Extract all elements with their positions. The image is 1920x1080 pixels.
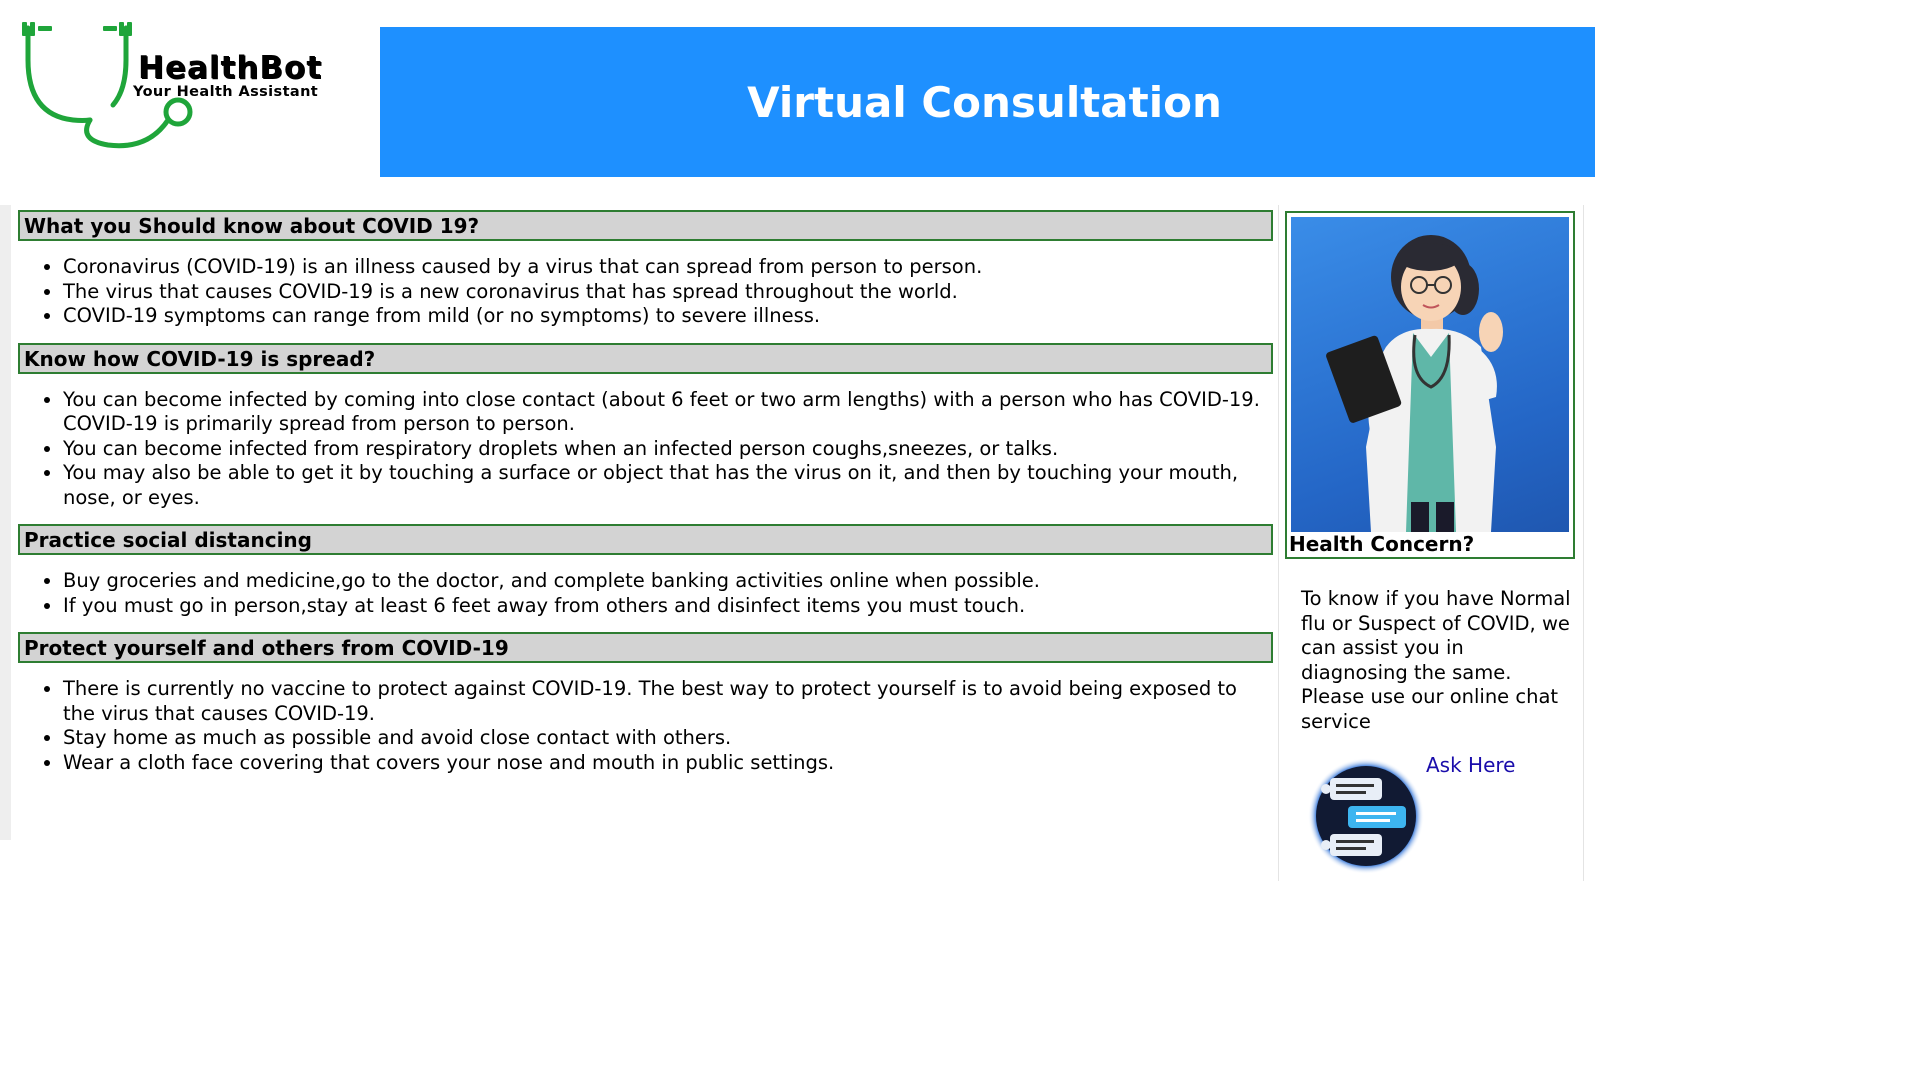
list-item: • You can become infected from respiratory droplets when an infected person coughs,sneezes, or talks. xyxy=(63,437,1273,462)
section-protect-yourself xyxy=(18,632,1273,775)
healthbot-logo[interactable] xyxy=(18,20,378,155)
section-how-spread xyxy=(18,343,1273,511)
list-item: • You can become infected by coming into close contact (about 6 feet or two arm lengths) with a person who has COVID-19. COVID-19 is primarily spread from person to person. xyxy=(63,388,1273,437)
list-item: • Wear a cloth face covering that covers your nose and mouth in public settings. xyxy=(63,751,1273,776)
main-content xyxy=(18,210,1273,789)
list-item: • COVID-19 symptoms can range from mild (or no symptoms) to severe illness. xyxy=(63,304,1273,329)
list-item: • Coronavirus (COVID-19) is an illness caused by a virus that can spread from person to person. xyxy=(63,255,1273,280)
section-list xyxy=(18,677,1273,775)
brand-tagline: Your Health Assistant xyxy=(133,84,319,100)
sidebar xyxy=(1278,205,1584,881)
section-heading: Know how COVID-19 is spread? xyxy=(18,343,1273,374)
list-item: • Stay home as much as possible and avoid close contact with others. xyxy=(63,726,1273,751)
section-covid-facts xyxy=(18,210,1273,329)
doctor-illustration xyxy=(1291,217,1569,532)
section-social-distancing xyxy=(18,524,1273,618)
doctor-card xyxy=(1285,211,1575,559)
page-title: Virtual Consultation xyxy=(747,77,1222,127)
section-heading: What you Should know about COVID 19? xyxy=(18,210,1273,241)
header-banner xyxy=(380,27,1595,177)
list-item: • You may also be able to get it by touching a surface or object that has the virus on it, and then by touching your mouth, nose, or eyes. xyxy=(63,461,1273,510)
brand-name: HealthBot xyxy=(138,50,323,86)
ask-here-link[interactable]: Ask Here xyxy=(1426,753,1516,777)
list-item: • There is currently no vaccine to protect against COVID-19. The best way to protect yourself is to avoid being exposed to the virus that causes COVID-19. xyxy=(63,677,1273,726)
list-item: • If you must go in person,stay at least 6 feet away from others and disinfect items you must touch. xyxy=(63,594,1273,619)
list-item: • The virus that causes COVID-19 is a new coronavirus that has spread throughout the world. xyxy=(63,280,1273,305)
chat-info-text: To know if you have Normal flu or Suspect of COVID, we can assist you in diagnosing the same. Please use our online chat service xyxy=(1301,587,1571,733)
section-heading: Protect yourself and others from COVID-19 xyxy=(18,632,1273,663)
left-edge-bar xyxy=(0,205,11,840)
health-concern-caption: Health Concern? xyxy=(1289,532,1475,556)
section-list xyxy=(18,388,1273,511)
chat-bubbles-icon[interactable] xyxy=(1306,756,1426,880)
list-item: • Buy groceries and medicine,go to the doctor, and complete banking activities online when possible. xyxy=(63,569,1273,594)
section-list xyxy=(18,255,1273,329)
section-heading: Practice social distancing xyxy=(18,524,1273,555)
section-list xyxy=(18,569,1273,618)
